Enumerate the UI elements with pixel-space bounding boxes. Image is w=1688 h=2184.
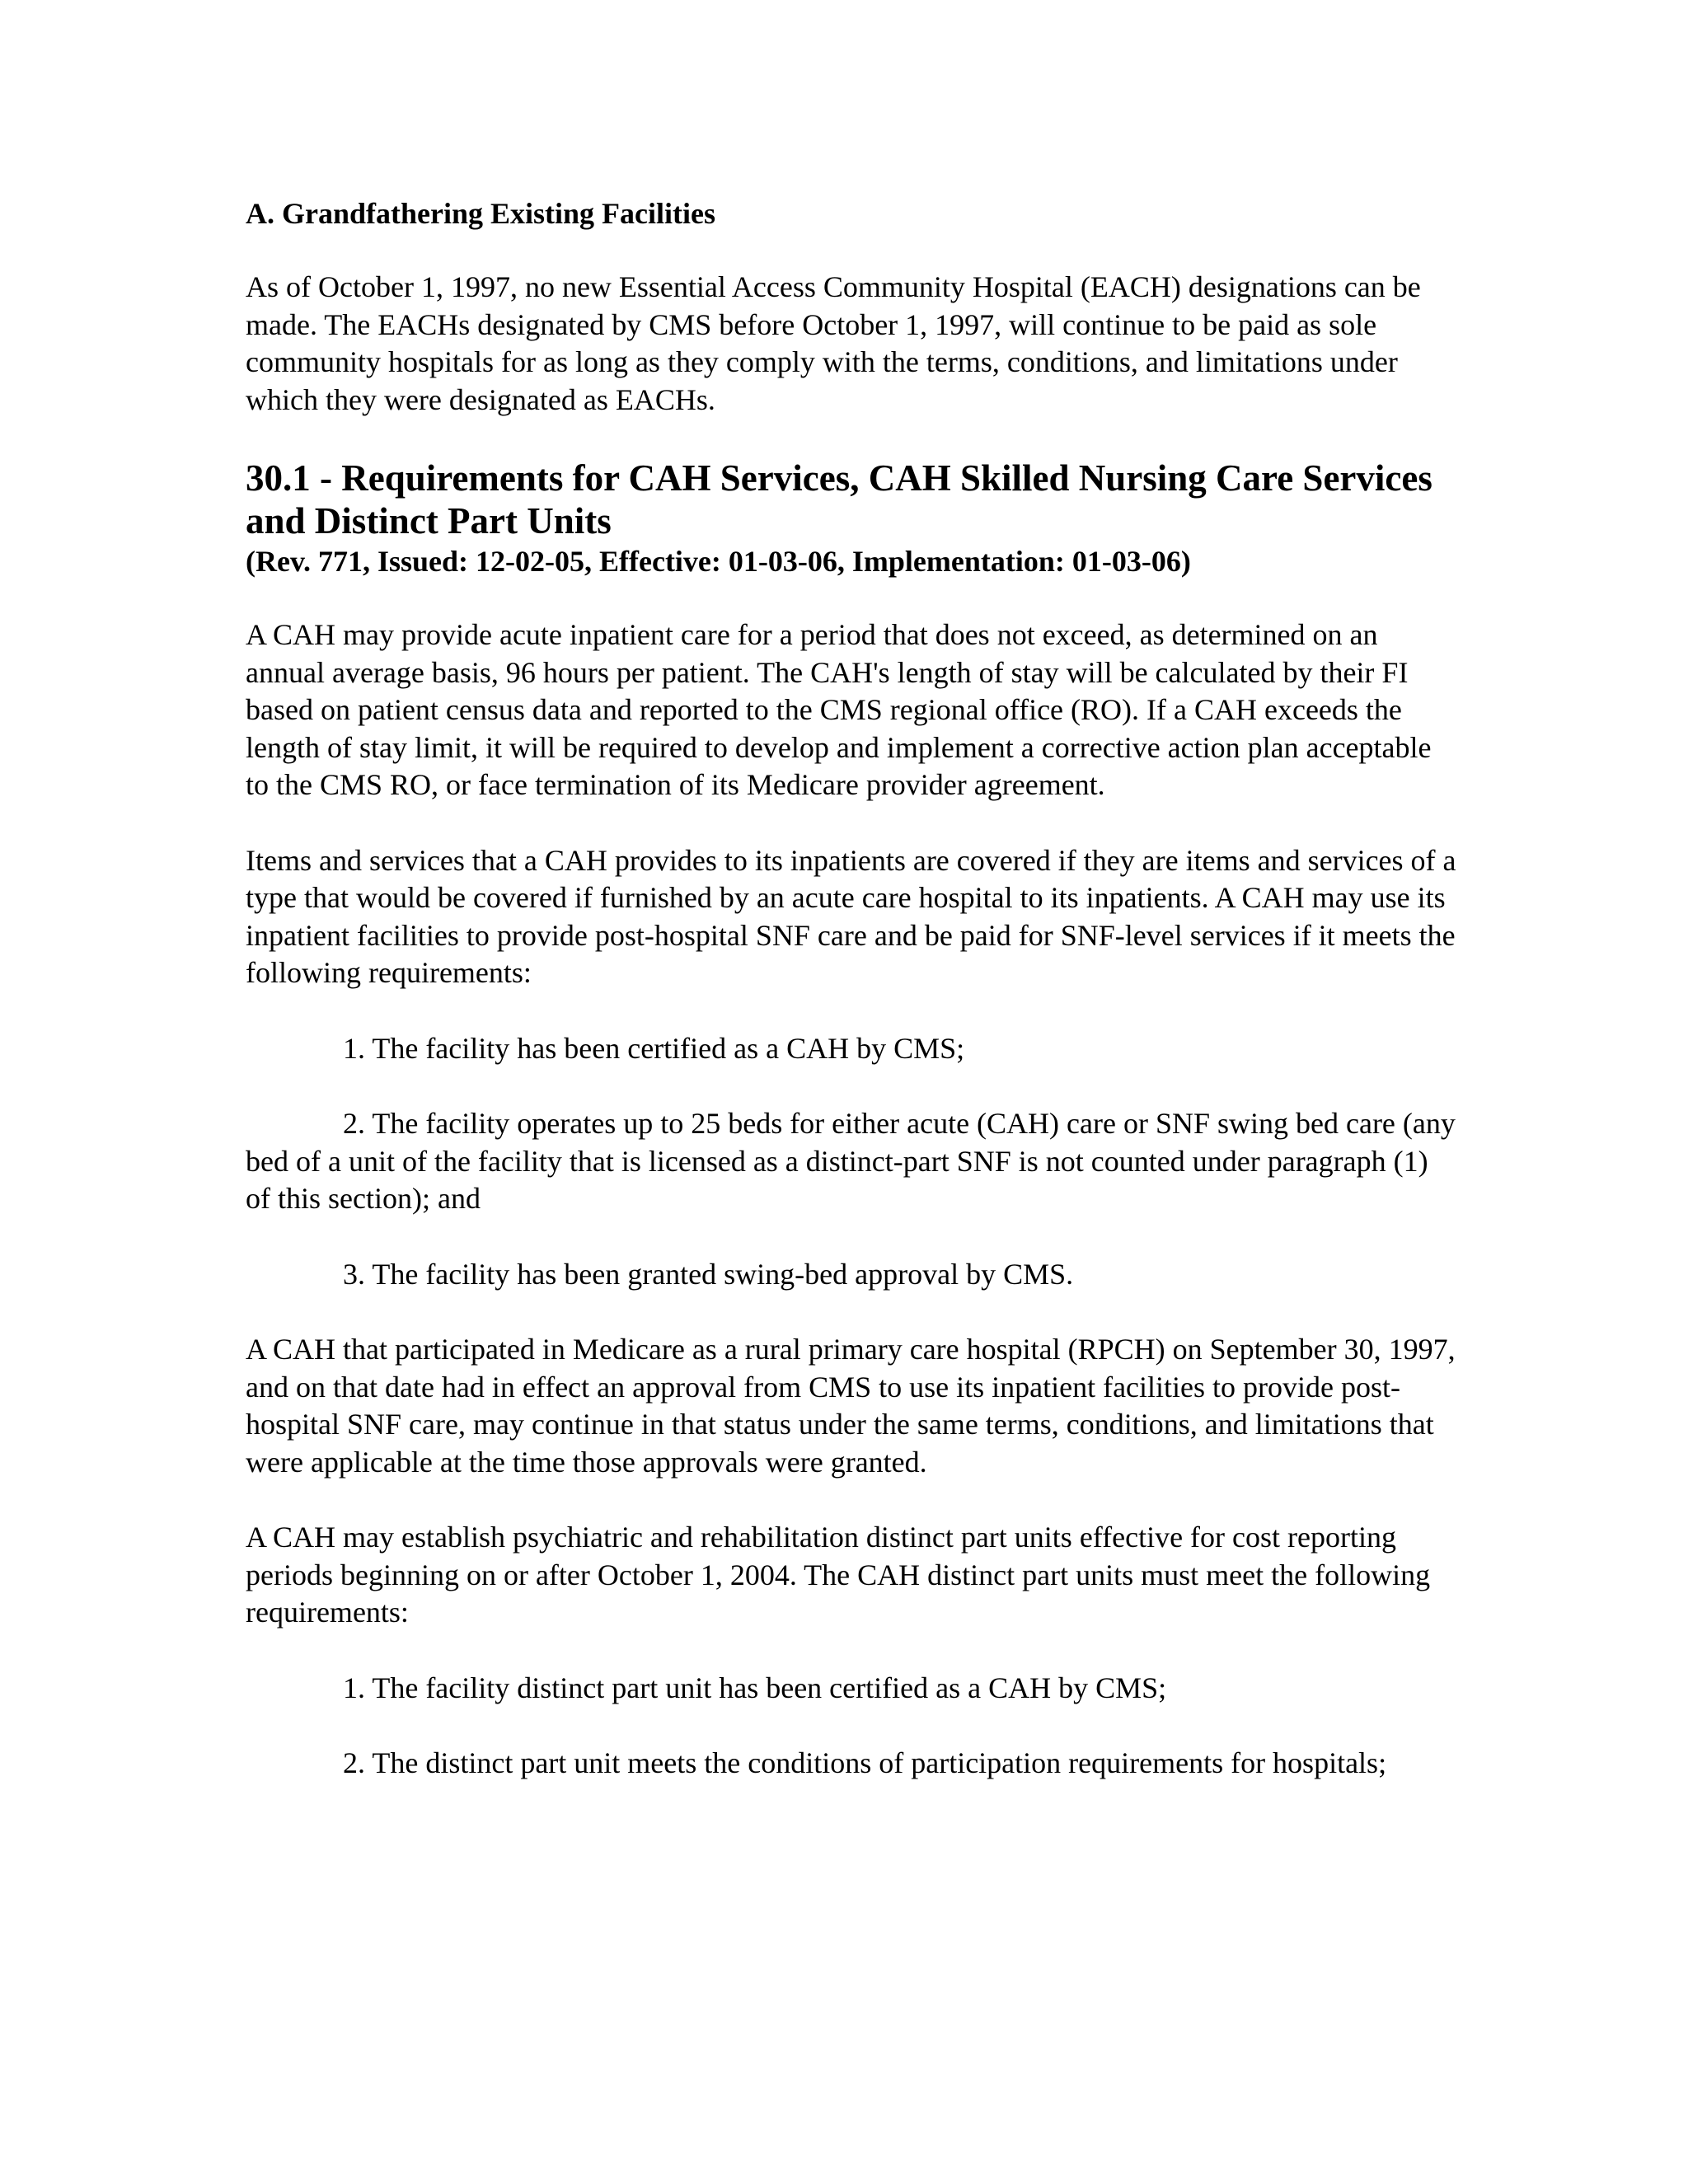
section-title: 30.1 - Requirements for CAH Services, CAH Skilled Nursing Care Services and Distinct Part Units bbox=[246, 457, 1432, 541]
distinct-part-units-paragraph: A CAH may establish psychiatric and rehabilitation distinct part units effective for cost reporting periods beginning on or after October 1, 2004. The CAH distinct part units must meet the following requirements: bbox=[246, 1521, 1431, 1629]
snf-requirement-2: 2. The facility operates up to 25 beds for either acute (CAH) care or SNF swing bed care (any bed of a unit of the facility that is licensed as a distinct-part SNF is not counted under paragraph (1) of this section); and bbox=[246, 1107, 1456, 1215]
document-page bbox=[246, 194, 1457, 1821]
rpch-paragraph: A CAH that participated in Medicare as a rural primary care hospital (RPCH) on September 30, 1997, and on that date had in effect an approval from CMS to use its inpatient facilities to provide post-hospital SNF care, may continue in that status under the same terms, conditions, and limitations that were applicable at the time those approvals were granted. bbox=[246, 1333, 1456, 1479]
items-services-paragraph: Items and services that a CAH provides to its inpatients are covered if they are items and services of a type that would be covered if furnished by an acute care hospital to its inpatients. A CAH may use its inpatient facilities to provide post-hospital SNF care and be paid for SNF-level services if it meets the following requirements: bbox=[246, 843, 1456, 989]
dpu-requirement-2: 2. The distinct part unit meets the conditions of participation requirements for hospitals; bbox=[343, 1746, 1387, 1779]
subsection-heading: A. Grandfathering Existing Facilities bbox=[246, 197, 715, 230]
grandfathering-paragraph: As of October 1, 1997, no new Essential Access Community Hospital (EACH) designations can be made. The EACHs designated by CMS before October 1, 1997, will continue to be paid as sole community hospitals for as long as they comply with the terms, conditions, and limitations under which they were designated as EACHs. bbox=[246, 270, 1421, 416]
snf-requirement-1: 1. The facility has been certified as a CAH by CMS; bbox=[343, 1031, 965, 1065]
revision-line: (Rev. 771, Issued: 12-02-05, Effective: 01-03-06, Implementation: 01-03-06) bbox=[246, 545, 1191, 578]
snf-requirement-3: 3. The facility has been granted swing-bed approval by CMS. bbox=[343, 1257, 1074, 1291]
dpu-requirement-1: 1. The facility distinct part unit has been certified as a CAH by CMS; bbox=[343, 1671, 1167, 1704]
length-of-stay-paragraph: A CAH may provide acute inpatient care for a period that does not exceed, as determined on an annual average basis, 96 hours per patient. The CAH's length of stay will be calculated by their FI based on patient census data and reported to the CMS regional office (RO). If a CAH exceeds the length of stay limit, it will be required to develop and implement a corrective action plan acceptable to the CMS RO, or face termination of its Medicare provider agreement. bbox=[246, 618, 1432, 801]
